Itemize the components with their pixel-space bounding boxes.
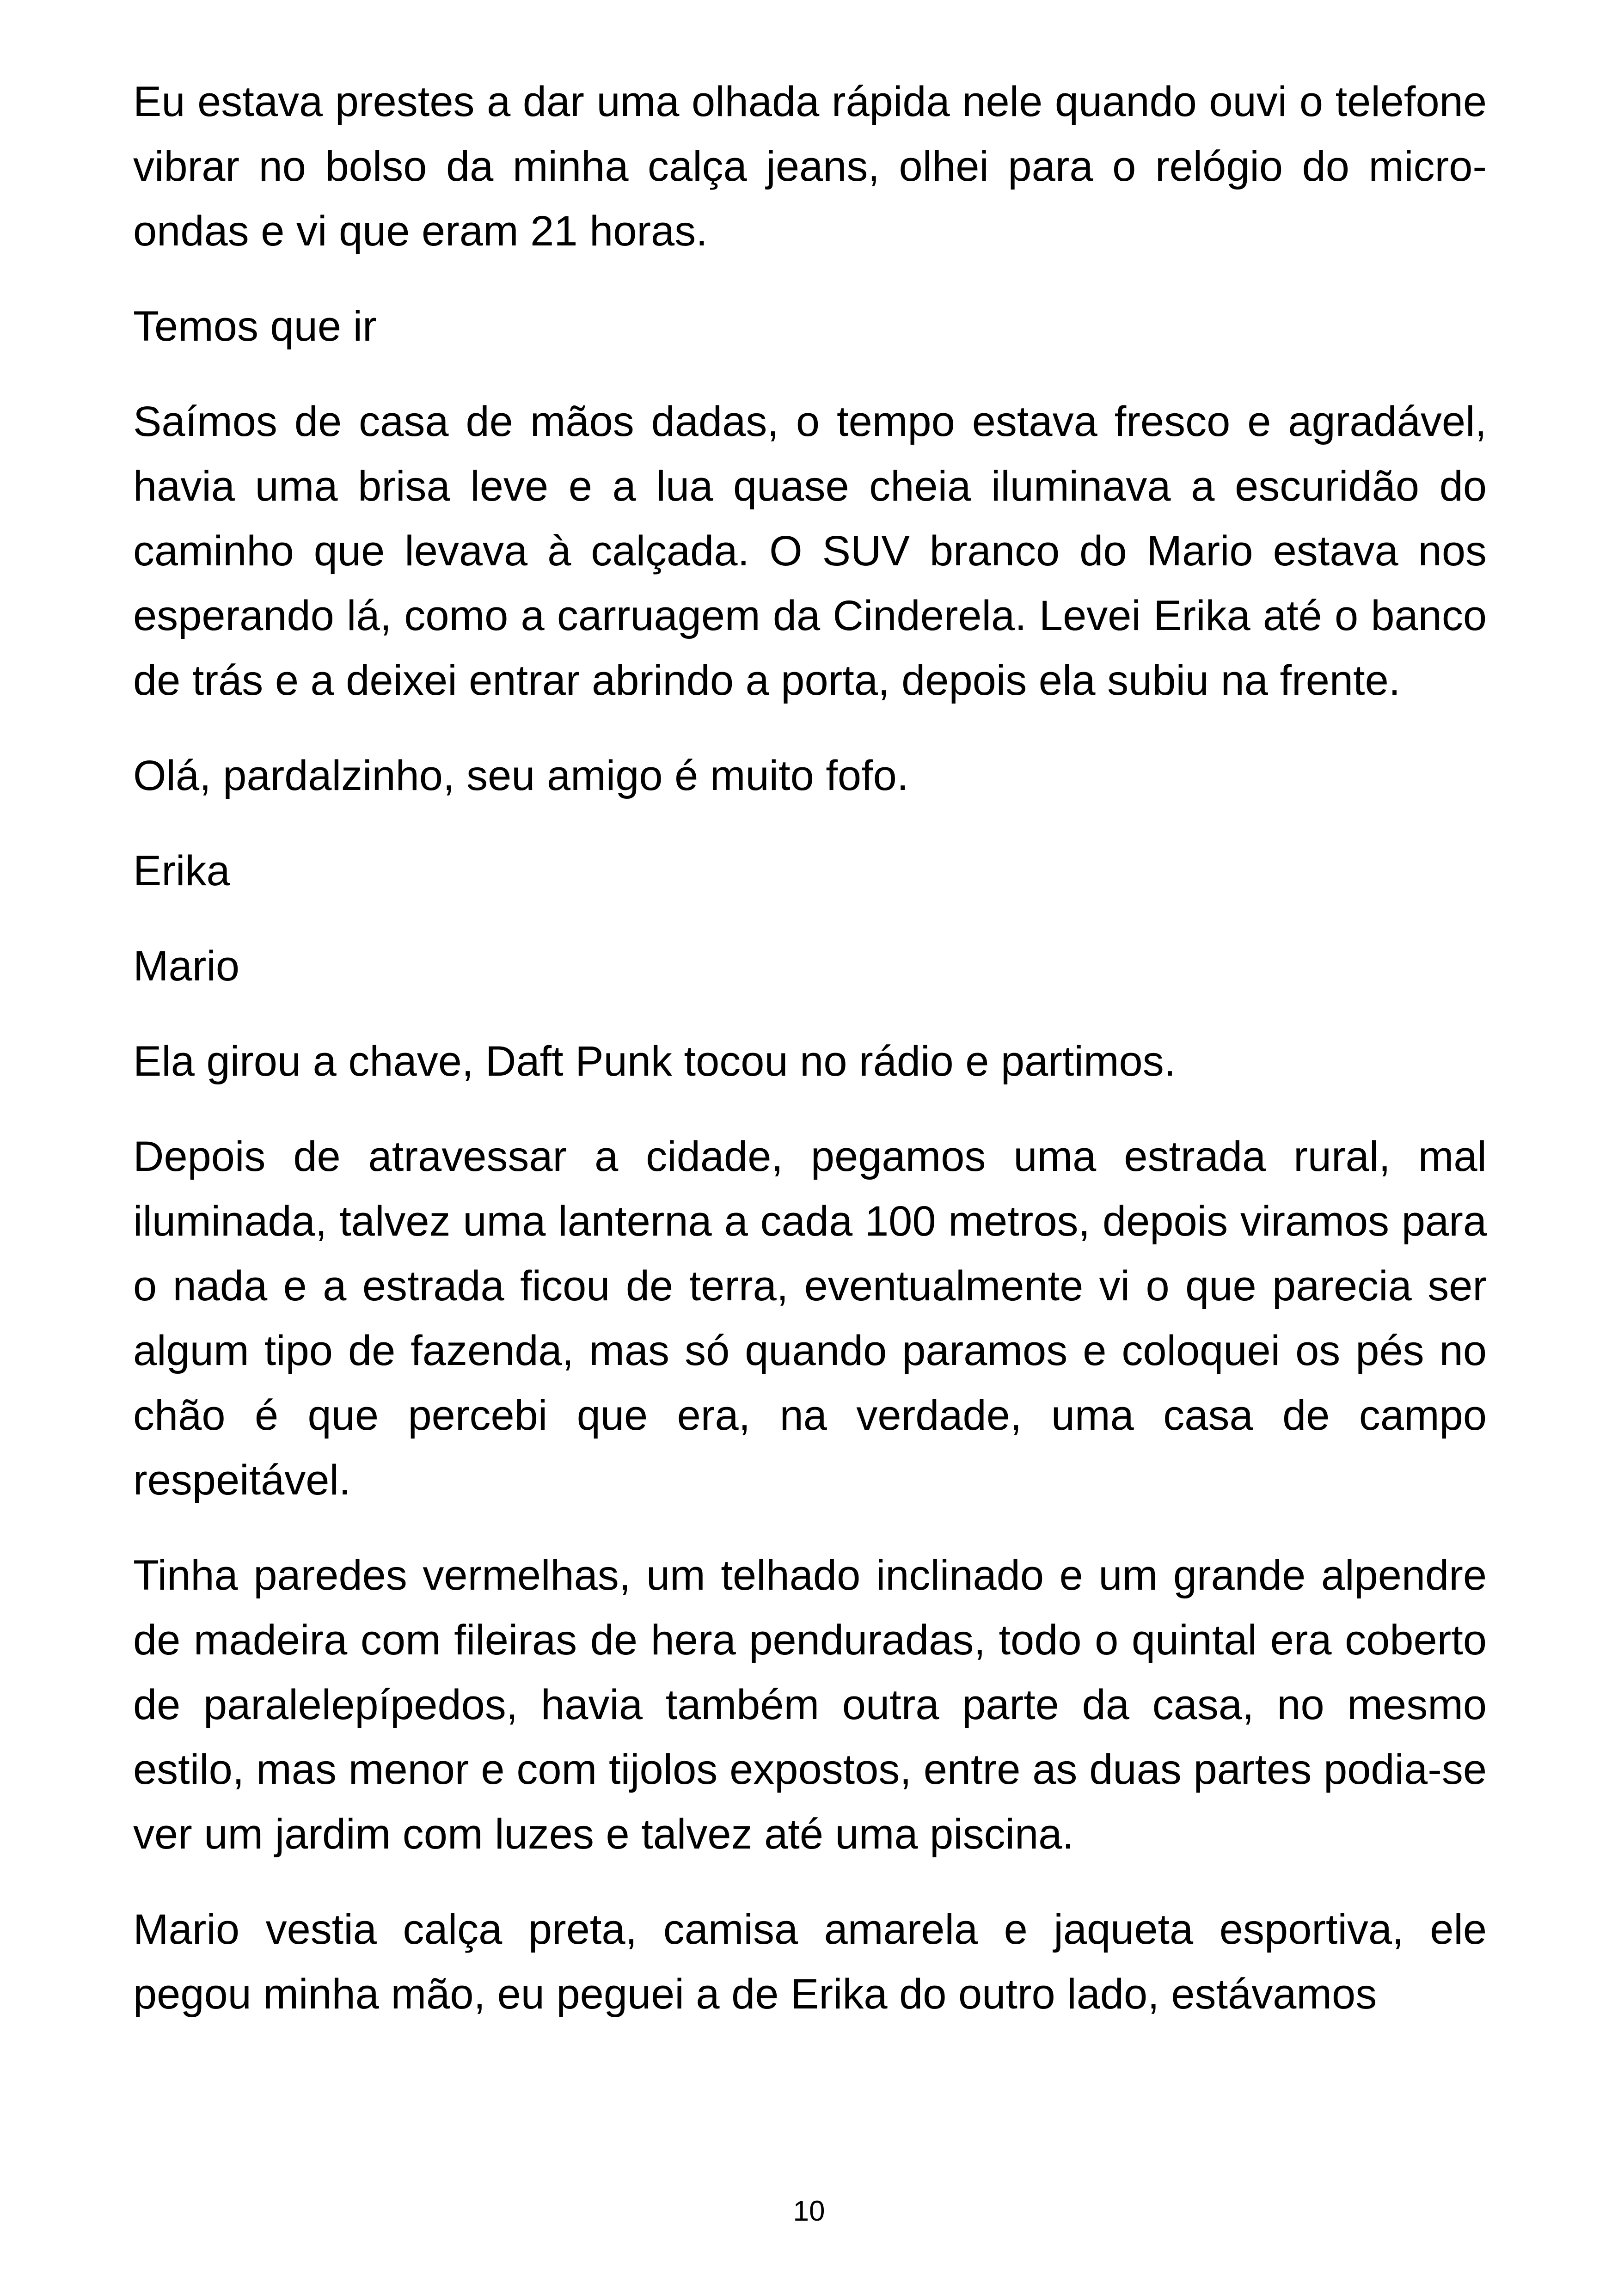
- paragraph: Depois de atravessar a cidade, pegamos uma estrada rural, mal iluminada, talvez uma lanterna a cada 100 metros, depois viramos para o nada e a estrada ficou de terra, eventualmente vi o que parecia ser algum tipo de fazenda, mas só quando paramos e coloquei os pés no chão é que percebi que era, na verdade, uma casa de campo respeitável.: [133, 1133, 1487, 1504]
- paragraph: Mario: [133, 943, 240, 990]
- paragraph: Olá, pardalzinho, seu amigo é muito fofo.: [133, 752, 909, 799]
- paragraph: Tinha paredes vermelhas, um telhado inclinado e um grande alpendre de madeira com fileiras de hera penduradas, todo o quintal era coberto de paralelepípedos, havia também outra parte da casa, no mesmo estilo, mas menor e com tijolos expostos, entre as duas partes podia-se ver um jardim com luzes e talvez até uma piscina.: [133, 1552, 1487, 1858]
- paragraph: Saímos de casa de mãos dadas, o tempo estava fresco e agradável, havia uma brisa leve e a lua quase cheia iluminava a escuridão do caminho que levava à calçada. O SUV branco do Mario estava nos esperando lá, como a carruagem da Cinderela. Levei Erika até o banco de trás e a deixei entrar abrindo a porta, depois ela subiu na frente.: [133, 398, 1487, 704]
- paragraph: Eu estava prestes a dar uma olhada rápida nele quando ouvi o telefone vibrar no bolso da minha calça jeans, olhei para o relógio do micro-ondas e vi que eram 21 horas.: [133, 78, 1487, 255]
- paragraph: Erika: [133, 847, 230, 894]
- paragraph: Temos que ir: [133, 303, 377, 350]
- paragraph: Ela girou a chave, Daft Punk tocou no rádio e partimos.: [133, 1038, 1176, 1085]
- paragraph: Mario vestia calça preta, camisa amarela e jaqueta esportiva, ele pegou minha mão, eu peguei a de Erika do outro lado, estávamos: [133, 1906, 1487, 2018]
- page-body: [133, 69, 1487, 2057]
- page-number: 10: [793, 2195, 825, 2227]
